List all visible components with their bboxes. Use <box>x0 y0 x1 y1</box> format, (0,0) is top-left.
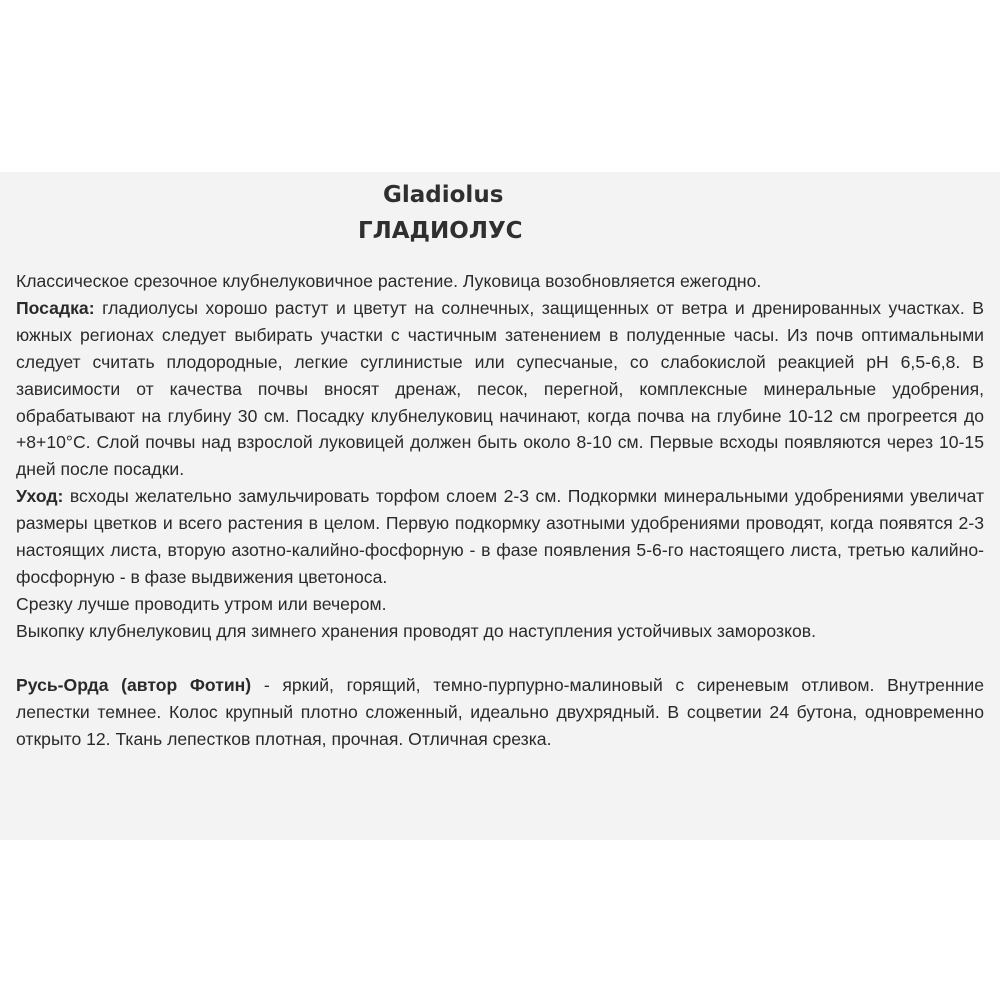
spacer <box>16 645 984 672</box>
planting-label: Посадка: <box>16 297 95 318</box>
variety-text: - яркий, горящий, темно-пурпурно-малиновый с сиреневым отливом. Внутренние лепестки темнее. Колос крупный плотно сложенный, идеально двухрядный. В соцветии 24 бутона, одновременно открыто 12. Ткань лепестков плотная, прочная. Отличная срезка. <box>16 674 984 749</box>
cutting-paragraph: Срезку лучше проводить утром или вечером. <box>16 593 387 614</box>
digging-paragraph: Выкопку клубнелуковиц для зимнего хранения проводят до наступления устойчивых заморозков. <box>16 620 816 641</box>
description-body <box>16 268 984 752</box>
intro-paragraph: Классическое срезочное клубнелуковичное растение. Луковица возобновляется ежегодно. <box>16 271 762 291</box>
variety-paragraph <box>16 672 984 753</box>
care-label: Уход: <box>16 486 64 507</box>
title-latin: Gladiolus <box>383 182 504 208</box>
planting-text: гладиолусы хорошо растут и цветут на солнечных, защищенных от ветра и дренированных участках. В южных регионах следует выбирать участки с частичным затенением в полуденные часы. Из почв оптимальными следует считать плодородные, легкие суглинистые или супесчаные, со слабокислой реакцией рН 6,5-6,8. В зависимости от качества почвы вносят дренаж, песок, перегной, комплексные минеральные удобрения, обрабатывают на глубину 30 см. Посадку клубнелуковиц начинают, когда почва на глубине 10-12 см прогреется до +8+10°С. Слой почвы над взрослой луковицей должен быть около 8-10 см. Первые всходы появляются через 10-15 дней после посадки. <box>16 297 984 480</box>
variety-label: Русь-Орда (автор Фотин) <box>16 674 252 695</box>
title-russian: ГЛАДИОЛУС <box>358 218 523 244</box>
care-text: всходы желательно замульчировать торфом слоем 2-3 см. Подкормки минеральными удобрениями увеличат размеры цветков и всего растения в целом. Первую подкормку азотными удобрениями проводят, когда появятся 2-3 настоящих листа, вторую азотно-калийно-фосфорную - в фазе появления 5-6-го настоящего листа, третью калийно-фосфорную - в фазе выдвижения цветоноса. <box>16 486 985 587</box>
planting-paragraph <box>16 295 984 483</box>
care-paragraph <box>16 483 984 591</box>
